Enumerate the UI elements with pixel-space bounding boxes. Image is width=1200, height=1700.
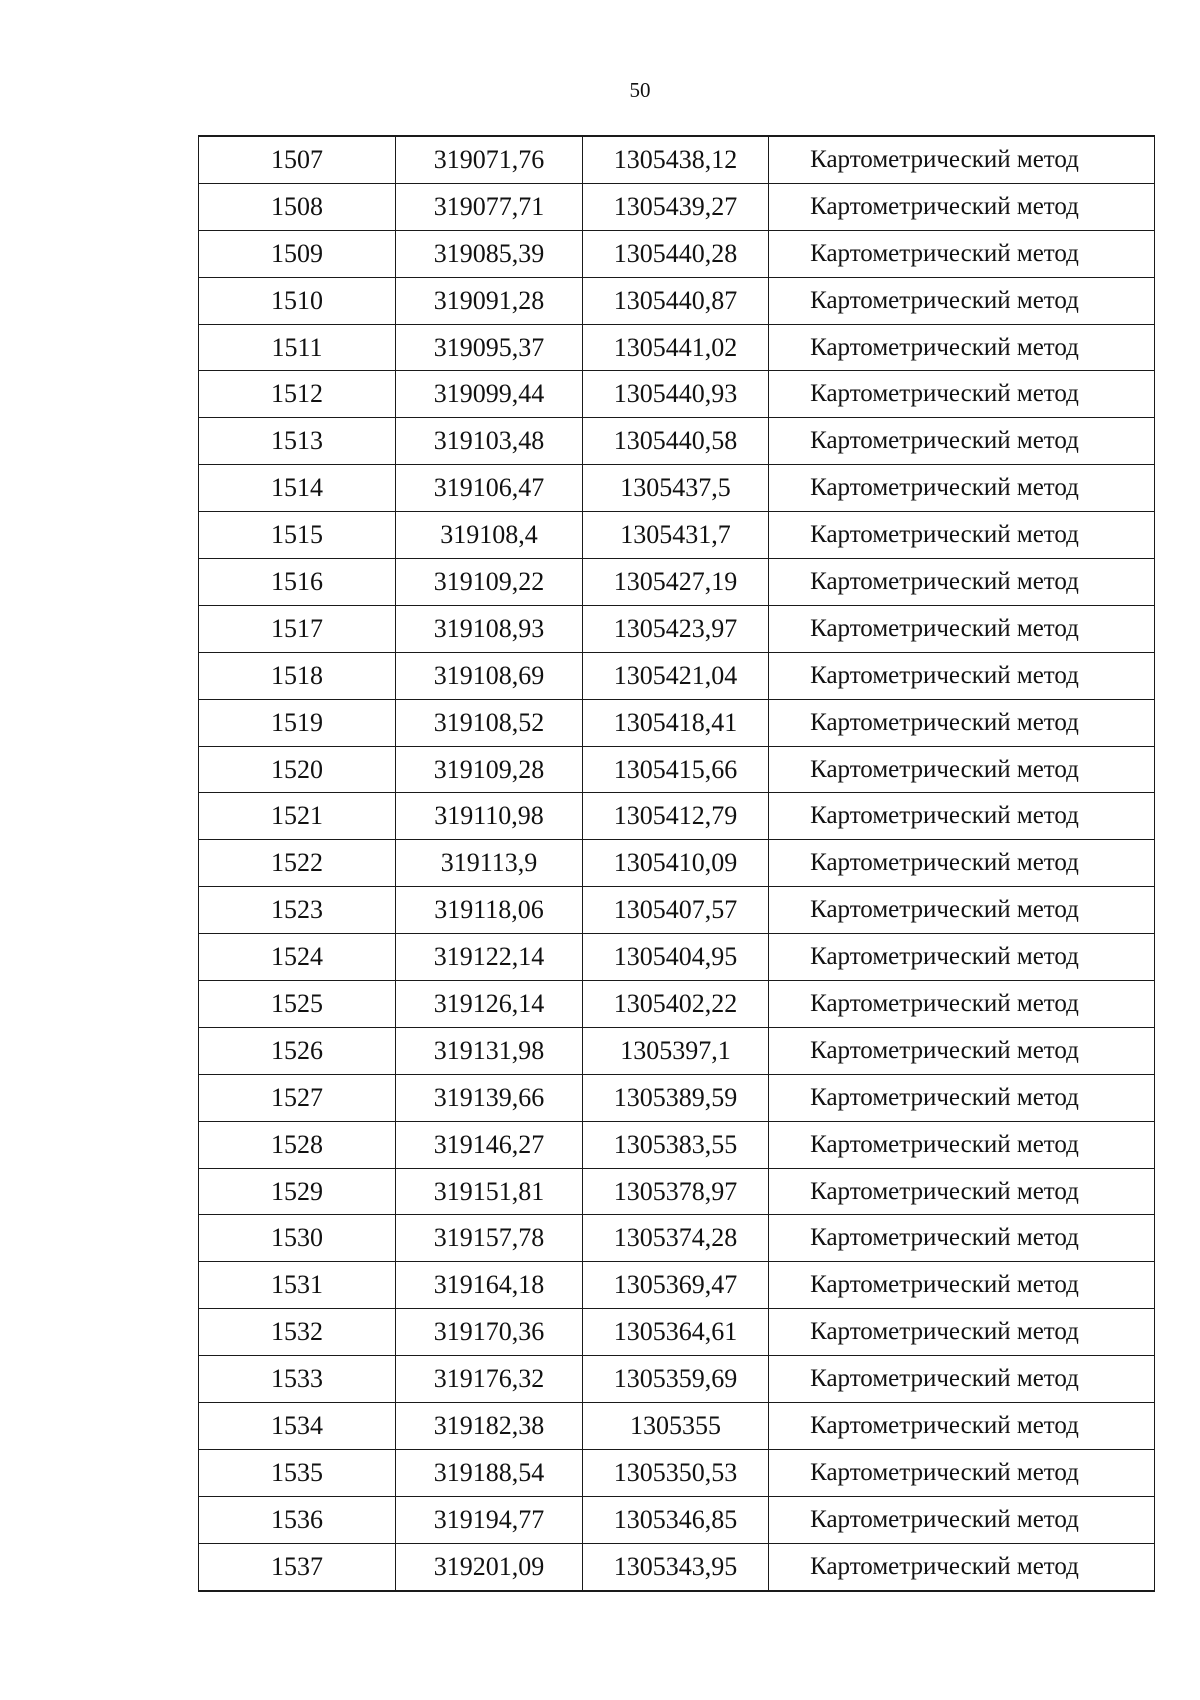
y-coordinate-cell: 1305359,69 — [583, 1356, 769, 1403]
table-row — [199, 1027, 1155, 1074]
table-row — [199, 1356, 1155, 1403]
method-cell: Картометрический метод — [769, 277, 1155, 324]
y-coordinate-cell: 1305346,85 — [583, 1496, 769, 1543]
table-row — [199, 1262, 1155, 1309]
x-coordinate-cell: 319151,81 — [396, 1168, 583, 1215]
method-cell: Картометрический метод — [769, 1262, 1155, 1309]
y-coordinate-cell: 1305402,22 — [583, 981, 769, 1028]
point-number-cell: 1532 — [199, 1309, 396, 1356]
method-cell: Картометрический метод — [769, 512, 1155, 559]
point-number-cell: 1536 — [199, 1496, 396, 1543]
method-cell: Картометрический метод — [769, 1449, 1155, 1496]
y-coordinate-cell: 1305431,7 — [583, 512, 769, 559]
x-coordinate-cell: 319170,36 — [396, 1309, 583, 1356]
table-row — [199, 1168, 1155, 1215]
y-coordinate-cell: 1305364,61 — [583, 1309, 769, 1356]
method-cell: Картометрический метод — [769, 371, 1155, 418]
method-cell: Картометрический метод — [769, 793, 1155, 840]
y-coordinate-cell: 1305427,19 — [583, 559, 769, 606]
method-cell: Картометрический метод — [769, 559, 1155, 606]
point-number-cell: 1507 — [199, 136, 396, 183]
point-number-cell: 1530 — [199, 1215, 396, 1262]
method-cell: Картометрический метод — [769, 1496, 1155, 1543]
coordinates-table-body — [199, 136, 1155, 1591]
table-row — [199, 230, 1155, 277]
y-coordinate-cell: 1305369,47 — [583, 1262, 769, 1309]
x-coordinate-cell: 319095,37 — [396, 324, 583, 371]
table-row — [199, 1403, 1155, 1450]
y-coordinate-cell: 1305440,28 — [583, 230, 769, 277]
coordinates-table — [198, 135, 1155, 1592]
y-coordinate-cell: 1305415,66 — [583, 746, 769, 793]
point-number-cell: 1534 — [199, 1403, 396, 1450]
method-cell: Картометрический метод — [769, 324, 1155, 371]
method-cell: Картометрический метод — [769, 1027, 1155, 1074]
x-coordinate-cell: 319099,44 — [396, 371, 583, 418]
x-coordinate-cell: 319139,66 — [396, 1074, 583, 1121]
table-row — [199, 1496, 1155, 1543]
table-row — [199, 1074, 1155, 1121]
point-number-cell: 1511 — [199, 324, 396, 371]
x-coordinate-cell: 319113,9 — [396, 840, 583, 887]
table-row — [199, 887, 1155, 934]
table-row — [199, 418, 1155, 465]
x-coordinate-cell: 319077,71 — [396, 183, 583, 230]
x-coordinate-cell: 319194,77 — [396, 1496, 583, 1543]
table-row — [199, 840, 1155, 887]
method-cell: Картометрический метод — [769, 1121, 1155, 1168]
point-number-cell: 1526 — [199, 1027, 396, 1074]
y-coordinate-cell: 1305438,12 — [583, 136, 769, 183]
y-coordinate-cell: 1305440,87 — [583, 277, 769, 324]
method-cell: Картометрический метод — [769, 1543, 1155, 1590]
point-number-cell: 1512 — [199, 371, 396, 418]
method-cell: Картометрический метод — [769, 1309, 1155, 1356]
method-cell: Картометрический метод — [769, 1215, 1155, 1262]
x-coordinate-cell: 319118,06 — [396, 887, 583, 934]
x-coordinate-cell: 319109,22 — [396, 559, 583, 606]
x-coordinate-cell: 319091,28 — [396, 277, 583, 324]
point-number-cell: 1520 — [199, 746, 396, 793]
table-row — [199, 512, 1155, 559]
y-coordinate-cell: 1305412,79 — [583, 793, 769, 840]
table-row — [199, 1121, 1155, 1168]
y-coordinate-cell: 1305350,53 — [583, 1449, 769, 1496]
point-number-cell: 1531 — [199, 1262, 396, 1309]
x-coordinate-cell: 319110,98 — [396, 793, 583, 840]
point-number-cell: 1528 — [199, 1121, 396, 1168]
y-coordinate-cell: 1305439,27 — [583, 183, 769, 230]
method-cell: Картометрический метод — [769, 418, 1155, 465]
y-coordinate-cell: 1305440,93 — [583, 371, 769, 418]
table-row — [199, 652, 1155, 699]
point-number-cell: 1537 — [199, 1543, 396, 1590]
table-row — [199, 324, 1155, 371]
method-cell: Картометрический метод — [769, 887, 1155, 934]
table-row — [199, 1215, 1155, 1262]
y-coordinate-cell: 1305421,04 — [583, 652, 769, 699]
y-coordinate-cell: 1305397,1 — [583, 1027, 769, 1074]
method-cell: Картометрический метод — [769, 652, 1155, 699]
method-cell: Картометрический метод — [769, 746, 1155, 793]
x-coordinate-cell: 319106,47 — [396, 465, 583, 512]
x-coordinate-cell: 319108,69 — [396, 652, 583, 699]
point-number-cell: 1514 — [199, 465, 396, 512]
table-row — [199, 1543, 1155, 1590]
point-number-cell: 1529 — [199, 1168, 396, 1215]
y-coordinate-cell: 1305407,57 — [583, 887, 769, 934]
point-number-cell: 1535 — [199, 1449, 396, 1496]
x-coordinate-cell: 319071,76 — [396, 136, 583, 183]
x-coordinate-cell: 319146,27 — [396, 1121, 583, 1168]
point-number-cell: 1519 — [199, 699, 396, 746]
x-coordinate-cell: 319164,18 — [396, 1262, 583, 1309]
table-row — [199, 559, 1155, 606]
point-number-cell: 1516 — [199, 559, 396, 606]
table-row — [199, 699, 1155, 746]
y-coordinate-cell: 1305418,41 — [583, 699, 769, 746]
y-coordinate-cell: 1305441,02 — [583, 324, 769, 371]
page-number: 50 — [629, 78, 651, 102]
x-coordinate-cell: 319109,28 — [396, 746, 583, 793]
method-cell: Картометрический метод — [769, 1403, 1155, 1450]
table-row — [199, 605, 1155, 652]
point-number-cell: 1523 — [199, 887, 396, 934]
x-coordinate-cell: 319188,54 — [396, 1449, 583, 1496]
method-cell: Картометрический метод — [769, 699, 1155, 746]
method-cell: Картометрический метод — [769, 605, 1155, 652]
method-cell: Картометрический метод — [769, 934, 1155, 981]
method-cell: Картометрический метод — [769, 136, 1155, 183]
point-number-cell: 1510 — [199, 277, 396, 324]
method-cell: Картометрический метод — [769, 1074, 1155, 1121]
y-coordinate-cell: 1305383,55 — [583, 1121, 769, 1168]
table-row — [199, 465, 1155, 512]
table-row — [199, 136, 1155, 183]
x-coordinate-cell: 319176,32 — [396, 1356, 583, 1403]
point-number-cell: 1515 — [199, 512, 396, 559]
method-cell: Картометрический метод — [769, 840, 1155, 887]
table-row — [199, 1309, 1155, 1356]
x-coordinate-cell: 319103,48 — [396, 418, 583, 465]
point-number-cell: 1533 — [199, 1356, 396, 1403]
y-coordinate-cell: 1305374,28 — [583, 1215, 769, 1262]
point-number-cell: 1524 — [199, 934, 396, 981]
method-cell: Картометрический метод — [769, 465, 1155, 512]
table-row — [199, 183, 1155, 230]
table-row — [199, 277, 1155, 324]
method-cell: Картометрический метод — [769, 981, 1155, 1028]
point-number-cell: 1517 — [199, 605, 396, 652]
table-row — [199, 793, 1155, 840]
point-number-cell: 1508 — [199, 183, 396, 230]
y-coordinate-cell: 1305378,97 — [583, 1168, 769, 1215]
y-coordinate-cell: 1305404,95 — [583, 934, 769, 981]
x-coordinate-cell: 319108,93 — [396, 605, 583, 652]
y-coordinate-cell: 1305440,58 — [583, 418, 769, 465]
x-coordinate-cell: 319108,4 — [396, 512, 583, 559]
point-number-cell: 1513 — [199, 418, 396, 465]
x-coordinate-cell: 319157,78 — [396, 1215, 583, 1262]
method-cell: Картометрический метод — [769, 183, 1155, 230]
point-number-cell: 1518 — [199, 652, 396, 699]
point-number-cell: 1509 — [199, 230, 396, 277]
y-coordinate-cell: 1305343,95 — [583, 1543, 769, 1590]
table-row — [199, 934, 1155, 981]
method-cell: Картометрический метод — [769, 230, 1155, 277]
x-coordinate-cell: 319201,09 — [396, 1543, 583, 1590]
y-coordinate-cell: 1305437,5 — [583, 465, 769, 512]
table-row — [199, 746, 1155, 793]
method-cell: Картометрический метод — [769, 1356, 1155, 1403]
x-coordinate-cell: 319108,52 — [396, 699, 583, 746]
point-number-cell: 1521 — [199, 793, 396, 840]
x-coordinate-cell: 319085,39 — [396, 230, 583, 277]
y-coordinate-cell: 1305423,97 — [583, 605, 769, 652]
x-coordinate-cell: 319122,14 — [396, 934, 583, 981]
x-coordinate-cell: 319182,38 — [396, 1403, 583, 1450]
table-row — [199, 371, 1155, 418]
table-row — [199, 1449, 1155, 1496]
y-coordinate-cell: 1305410,09 — [583, 840, 769, 887]
point-number-cell: 1522 — [199, 840, 396, 887]
x-coordinate-cell: 319131,98 — [396, 1027, 583, 1074]
point-number-cell: 1527 — [199, 1074, 396, 1121]
y-coordinate-cell: 1305355 — [583, 1403, 769, 1450]
method-cell: Картометрический метод — [769, 1168, 1155, 1215]
table-row — [199, 981, 1155, 1028]
point-number-cell: 1525 — [199, 981, 396, 1028]
x-coordinate-cell: 319126,14 — [396, 981, 583, 1028]
y-coordinate-cell: 1305389,59 — [583, 1074, 769, 1121]
